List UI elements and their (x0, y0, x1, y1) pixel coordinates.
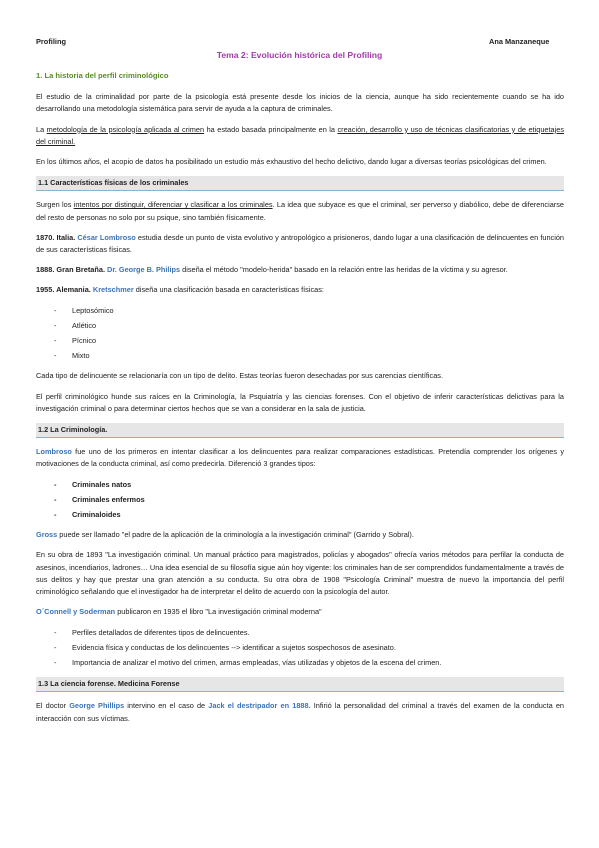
page-title: Tema 2: Evolución histórica del Profiling (216, 50, 383, 60)
list-item: - Evidencia física y conductas de los delincuentes --> identificar a sujetos sospechosos de asesinato. (36, 642, 564, 654)
list-item: - Criminaloides (36, 509, 564, 521)
header-author: Ana Manzaneque (489, 37, 550, 46)
section-heading-1-3: 1.3 La ciencia forense. Medicina Forense (36, 677, 564, 692)
list-item: - Mixto (36, 350, 564, 362)
paragraph: El perfil criminológico hunde sus raíces en la Criminología, la Psquiatría y las ciencias forenses. Con el objetivo de inferir características delictivas para la investigación criminal o para determinar ciertos hechos que se van a considerar en la sala de justicia. (36, 391, 564, 413)
paragraph: En su obra de 1893 "La investigación criminal. Un manual práctico para magistrados, policías y abogados" ofrecía varios métodos para perfilar la conducta de asesinos, incendiarios, ladrones… Una idea esencial de su filosofía sigue aún hoy vigente: los criminales han de ser comprendidos fundamentalmente a través de sus delitos y hay que prestar una gran atención a su conducta. Su otra obra de 1908 "Psicología Criminal" muestra de nuevo la importancia del perfil criminológico señalando que el investigador ha de interpretar el delito de acuerdo con la psicología del autor. (36, 550, 564, 597)
paragraph: O´Connell y Soderman publicaron en 1935 el libro "La investigación criminal moderna" (36, 607, 322, 617)
body-type-list (36, 305, 564, 363)
paragraph: 1955. Alemania. Kretschmer diseña una clasificación basada en características físicas: (36, 285, 324, 295)
header-subject: Profiling (36, 37, 66, 46)
paragraph: Lombroso fue uno de los primeros en intentar clasificar a los delincuentes para realizar comparaciones estadísticas. Pretendía comprender los orígenes y motivaciones de la conducta criminal, así como predecirla. Diferenció 3 grandes tipos: (36, 447, 564, 469)
paragraph: En los últimos años, el acopio de datos ha posibilitado un estudio más exhaustivo del hecho delictivo, dando lugar a diversas teorías psicológicas del crimen. (36, 157, 547, 167)
list-item: - Criminales natos (36, 479, 564, 491)
paragraph: Surgen los intentos por distinguir, diferenciar y clasificar a los criminales. La idea que subyace es que el criminal, ser perverso y diabólico, debe de diferenciarse del resto de personas no solo por su psique, sino también físicamente. (36, 200, 564, 222)
section-heading-1-2: 1.2 La Criminología. (36, 423, 564, 438)
paragraph: 1870. Italia. César Lombroso estudia desde un punto de vista evolutivo y antropológico a prisioneros, dando lugar a una clasificación de delincuentes en función de sus características físicas. (36, 232, 565, 255)
paragraph: El doctor George Phillips intervino en el caso de Jack el destripador en 1888. Infirió la personalidad del criminal a través del examen de la conducta en interacción con sus víctimas. (36, 701, 564, 723)
section-heading-1-1: 1.1 Características físicas de los criminales (36, 176, 564, 191)
book-topics-list (36, 627, 564, 670)
paragraph: 1888. Gran Bretaña. Dr. George B. Philips diseña el método "modelo-herida" basado en la relación entre las heridas de la víctima y su agresor. (36, 265, 508, 275)
list-item: - Atlético (36, 320, 564, 332)
paragraph: Cada tipo de delincuente se relacionaría con un tipo de delito. Estas teorías fueron desechadas por sus carencias científicas. (36, 371, 444, 381)
document-body (36, 66, 564, 733)
section-heading-1: 1. La historia del perfil criminológico (36, 71, 169, 80)
paragraph: La metodología de la psicología aplicada al crimen ha estado basada principalmente en la creación, desarrollo y uso de técnicas clasificatorias y de etiquetajes del criminal. (36, 124, 564, 146)
paragraph: Gross puede ser llamado "el padre de la aplicación de la criminología a la investigación criminal" (Garrido y Sobral). (36, 530, 414, 540)
list-item: - Criminales enfermos (36, 494, 564, 506)
list-item: - Importancia de analizar el motivo del crimen, armas empleadas, vías utilizadas y objetos de la escena del crimen. (36, 657, 564, 669)
criminal-types-list (36, 479, 564, 522)
paragraph: El estudio de la criminalidad por parte de la psicología está presente desde los inicios de la ciencia, aunque ha sido recientemente cuando se ha ido desarrollando una metodología sistemática para servir de ayuda a la captura de criminales. (36, 92, 564, 114)
list-item: - Pícnico (36, 335, 564, 347)
list-item: - Leptosómico (36, 305, 564, 317)
list-item: - Perfiles detallados de diferentes tipos de delincuentes. (36, 627, 564, 639)
